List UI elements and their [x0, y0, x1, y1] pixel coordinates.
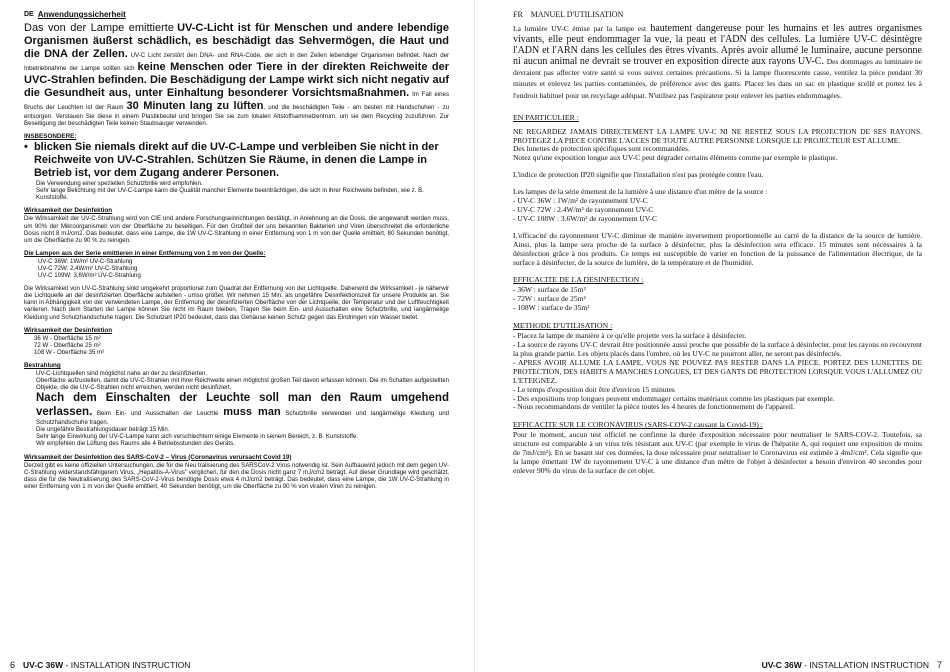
- particulier-line-4: Les lampes de la série émettent de la lumière à une distance d'un mètre de la source :: [513, 187, 768, 197]
- bestrahlung-warning-text: Nach dem Einschalten der Leuchte soll man den Raum umgehend verlassen.: [36, 392, 449, 419]
- protective-glasses-note: Die Verwendung einer speziellen Schutzbrille wird empfohlen.: [36, 180, 203, 188]
- page-number: 6: [10, 660, 16, 670]
- bestrahlung-line-6: Wir empfehlen die Lüftung des Raums alle 4 Betriebsstunden des Geräts.: [36, 440, 235, 448]
- footer-model: [762, 660, 929, 670]
- bestrahlung-line-3c: Schutzbrille verwenden und langärmelige Kleidung und Schutzhandschuhe tragen.: [36, 410, 449, 427]
- bestrahlung-line-5: Sehr lange Einwirkung der UV-C-Lampe kann sich verschlechtern einige Elemente in seinem Bereich, z. B. Kunststoffe.: [36, 433, 359, 441]
- intro-text-g: , und die beschädigten Teile - am besten mit Handschuhen - zu entsorgen. Verstauen Sie diese in einem Plastikbeutel und bringen Sie sie zum lokalen Altstoffsammelzentrum, um sie dem Recycling zuzuführen. Zur Beseitigung der beschädigten Teile keinen Staubsauger verwenden.: [24, 104, 450, 128]
- intro-text-c: UV-C Licht zerstört den DNA- und RNA-Code, der sich in den Zellen lebendiger Organismen befindet. Nach der Inbetriebnahme der Lampe sollten sich: [24, 52, 450, 72]
- intro-text-a: Das von der Lampe emittierte: [24, 22, 174, 34]
- methode-warning: - APRES AVOIR ALLUME LA LAMPE, VOUS NE POUVEZ PAS RESTER DANS LA PIECE. PORTEZ DES LUNETTES DE PROTECTION, DES HABITS A MANCHES LONGUES, ET DES GANTS DE PROTECTION LORSQUE VOUS L'ALLUMEZ OU L'ETEIGNEZ.: [513, 357, 922, 385]
- list-item: - UV-C 72W : 2.4W/m² de rayonnement UV-C: [513, 205, 654, 214]
- page-header-right: [513, 10, 922, 19]
- bestrahlung-line-1: UV-C-Lichtquellen sind möglichst nahe an der zu desinfizierten.: [36, 369, 208, 377]
- bestrahlung-warning: [24, 391, 449, 426]
- section-title: MANUEL D'UTILISATION: [530, 10, 624, 19]
- intro-text-b: hautement dangereuse pour les humains et les autres organismes vivants, elle peut endommager la vue, la peau et l'ADN des cellules. La lumière UV-C désintègre l'ADN et l'ARN dans les cellules des êtres vivants. Après avoir allumé le luminaire, aucune personne ni aucun animal ne devrait se trouver en exposition directe aux rayons UV-C.: [513, 23, 922, 68]
- particulier-heading: EN PARTICULIER :: [513, 112, 579, 122]
- methode-line-4: - Des expositions trop longues peuvent endommager certains matériaux comme les plastiques par exemple.: [513, 393, 835, 403]
- footer-left: [10, 658, 190, 672]
- list-item: - 108W : surface de 35m²: [513, 303, 590, 313]
- list-item: - 72W : surface de 25m²: [513, 294, 586, 304]
- bestrahlung-line-4: Die ungefähre Bestrahlungsdauer beträgt 15 Min.: [36, 426, 170, 434]
- particulier-warning: NE REGARDEZ JAMAIS DIRECTEMENT LA LAMPE UV-C NI NE RESTEZ SOUS LA PROJECTION DE SES RAYONS. PROTEGEZ LA PIECE CONTRE L'ACCES DE TOUTE AUTRE PERSONNE LORSQUE LE PROJECTEUR EST ALLUME.: [513, 126, 922, 145]
- efficacite-heading: EFFICACITE DE LA DESINFECTION :: [513, 275, 644, 285]
- page-number: 7: [936, 660, 942, 670]
- bestrahlung-line-3a: Beim Ein- und Ausschalten der Leuchte: [96, 410, 219, 418]
- methode-line-2: - La source de rayons UV-C devrait être positionnée aussi proche que possible de la surface à désinfecter, pour les rayons en recouvrent la plus grande partie. Les objets placés dans l'ombre, où les UV-C ne pourront aller, ne seront pas désinfectés.: [513, 340, 922, 358]
- list-item: 72 W - Oberfläche 25 m²: [34, 341, 101, 349]
- lampen-text: Die Wirksamkeit von UV-C-Strahlung sinkt umgekehrt proportional zum Quadrat der Entfernung von der Lichtquelle. Daherwird die Wirksamkeit - je näherwir die Lichtquelle an der desinfizierten Oberfläche aufstellen - umso größer. Wir nehmen 15 Min. als ungefähre Desinfektionszeit für unsere Produkte an. Sie kann in Abhängigkeit von der verwendeten Lampe, der Entfernung der desinfizierten Oberfläche von der Lichtquelle, der Temperatur und der Luftfeuchtigkeit variieren. Nach dem Starten der Lampe können Sie nicht im Raum bleiben. Tragen Sie beim Ein- und Ausschalten eine Schutzbrille, und langärmelige Kleidung und Schutzhandschuhe tragen. Die Schutzart IP20 bedeutet, dass das Gehäuse keinen Schutz gegen das Eindringen von Wasser bietet.: [24, 285, 449, 321]
- section-title: Anwendungssicherheit: [37, 10, 126, 19]
- footer-doc-title: - INSTALLATION INSTRUCTION: [65, 660, 191, 670]
- particulier-line-1: Des lunettes de protection spécifiques sont recommandées.: [513, 144, 690, 154]
- list-item: 108 W - Oberfläche 35 m²: [34, 348, 105, 356]
- wirksamkeit2-heading: Wirksamkeit der Desinfektion: [24, 326, 113, 334]
- intro-text-a: La lumière UV-C émise par la lampe est: [513, 24, 647, 33]
- intro-text-d: keine Menschen oder Tiere in der direkten Reichweite der UVC-Strahlen befinden. Die Beschädigung der Lampe wirkt sich nicht negativ auf die Gesundheit aus, unter Einhaltung besonderer Vorsichtsmaßnahmen.: [24, 61, 449, 99]
- methode-heading: METHODE D'UTILISATION :: [513, 321, 613, 331]
- footer-model-name: UV-C 36W: [23, 660, 64, 670]
- warning-bullet-text: blicken Sie niemals direkt auf die UV-C-Lampe und verbleiben Sie nicht in der Reichweite von UV-C-Strahlen. Schützen Sie Räume, in denen die Lampe in Betrieb ist, vor dem Zugang anderer Personen.: [33, 141, 439, 180]
- methode-line-1: - Placez la lampe de manière à ce qu'elle projette vers la surface à désinfecter.: [513, 331, 747, 341]
- footer-right: [762, 658, 942, 672]
- footer-doc-title: - INSTALLATION INSTRUCTION: [804, 660, 929, 670]
- exposure-note: Sehr lange Belichtung mit der UV-C-Lampe kann die Qualität mancher Elemente beeinträchtigen, die sich in ihrer Reichweite befinden, wie z. B. Kunststoffe.: [36, 187, 424, 202]
- particulier-line-3: L'indice de protection IP20 signifie que l'installation n'est pas protégée contre l'eau.: [513, 170, 764, 180]
- intro-text-f: 30 Minuten lang zu lüften: [126, 100, 264, 112]
- wirksamkeit2-list: [24, 335, 449, 356]
- bestrahlung-line-2: Oberfläche aufzustellen, damit die UV-C-Strahlen mit ihrer Reichweite einen möglichst großen Teil davon erfassen können. Die im Schatten aufgestellten Objekte, die die UV-C-Strahlen nicht erreichen, werden nicht desinfiziert.: [36, 376, 449, 392]
- efficacite-list: [513, 286, 922, 313]
- page-header-left: [24, 10, 449, 19]
- corona-heading: EFFICACITE SUR LE CORONAVIRUS (SARS-COV-2 causant la Covid-19) :: [513, 420, 763, 430]
- footer-model: [23, 660, 190, 670]
- wirksamkeit-heading: Wirksamkeit der Desinfektion: [24, 207, 113, 215]
- bestrahlung-heading: Bestrahlung: [24, 361, 61, 369]
- wirksamkeit-text: Die Wirksamkeit der UV-C-Strahlung wird von CIE und andere Forschungseinrichtungen bestätigt, in Anlehnung an die Dosis, die angewandt werden muss, um 90% der Mikroorganismen von der Oberfläche zu beseitigen. Für den Großteil der uns bekannten Bakterien und Viren überschreitet die erforderliche Dosis nicht 8 mJ/cm2. Das bedeutet, dass eine Lampe, die 1W UV-C-Strahlung in einer Entfernung von 1 m von der Quelle emittiert, 80 Sekunden benötigt, um die Oberfläche zu 90 % zu reinigen.: [24, 215, 449, 244]
- insbesondere-heading: INSBESONDERE:: [24, 133, 77, 141]
- particulier-line-2: Notez qu'une exposition longue aux UV-C peut dégrader certains éléments comme par exemple le plastique.: [513, 153, 838, 163]
- list-item: 36 W - Oberfläche 15 m²: [34, 334, 101, 342]
- bestrahlung-line-3b: muss man: [223, 406, 281, 419]
- corona-text: Pour le moment, aucun test officiel ne confirme la durée d'exposition nécessaire pour neutraliser le SARS-COV-2. Toutefois, sa structure est comparable à un virus très résistant aux UV-C (par exemple le virus de l'hépatite A, qui requiert une exposition de moins de 7mJ/cm²). En se basant sur ces données, la dose nécessaire pour neutraliser le Coronavirus est estimée à 4mJ/cm². Cela signifie que la lampe émettant 1W de rayonnement UV-C à une distance d'un mètre de l'objet à désinfecter a besoin d'environ 40 secondes pour enlever 90% du virus de la surface de cet objet.: [513, 430, 922, 475]
- intro-paragraph: [513, 23, 922, 101]
- page-right-french: [475, 0, 950, 672]
- list-item: - UV-C 108W : 3.6W/m² de rayonnement UV-C: [513, 213, 658, 223]
- language-code: FR: [513, 10, 523, 19]
- bullet-icon: •: [24, 141, 28, 154]
- list-item: - UV-C 36W : 1W/m² de rayonnement UV-C: [513, 196, 648, 206]
- language-code: DE: [24, 11, 34, 18]
- list-item: UV-C 109W: 3,6W/m² UV-C-Strahlung: [38, 272, 141, 280]
- list-item: UV-C 72W: 2,4W/m² UV-C-Strahlung: [38, 264, 138, 272]
- lampen-heading: Die Lampen aus der Serie emittieren in einer Entfernung von 1 m von der Quelle:: [24, 249, 266, 257]
- intro-text-b: UV-C-Licht ist für Menschen und andere lebendige Organismen äußerst schädlich, es beschädigt das Sehvermögen, die Haut und die DNA der Zellen.: [24, 22, 449, 60]
- warning-bullet: [24, 141, 449, 180]
- methode-line-5: - Nous recommandons de ventiler la pièce toutes les 4 heures de fonctionnement de l'appareil.: [513, 402, 795, 412]
- sars-text: Derzeit gibt es keine offiziellen Untersuchungen, die für die Neu tralisierung des SARSCoV-2 Virus notwendig ist. Sein Aufbauwird jedoch mit dem gegen UV-C-Strahlung widerstandsfähigerem Virus, „Hepatitis-A-Virus" verglichen, für den die Dosis nicht ganz 7 mJ/cm2 beträgt. Auf dieser Grundlage wird geschätzt, dass die für die Neutralisierung des SARS-CoV-2-Virus benötigte Dosis etwa 4 mJ/cm2 beträgt. Das bedeutet, dass eine Lampe, die 1W UV-C-Strahlung in einer Entfernung von 1 m von der Quelle emittiert, 40 Sekunden benötigt, um die Oberfläche zu 90 % von viralen Viren zu reinigen.: [24, 461, 449, 490]
- footer-model-name: UV-C 36W: [761, 660, 802, 670]
- sars-heading: Wirksamkeit der Desinfektion des SARS-CoV-2 – Virus (Coronavirus verursacht Covid 19): [24, 453, 292, 461]
- methode-line-3: - Le temps d'exposition doit être d'environ 15 minutes: [513, 384, 675, 394]
- intro-paragraph: [24, 22, 449, 127]
- list-item: UV-C 36W: 1W/m² UV-C-Strahlung: [38, 257, 133, 265]
- intro-text-e: Im Fall eines Bruchs der Leuchten ist der Raum: [24, 91, 449, 111]
- particulier-line-5: L'efficacité du rayonnement UV-C diminue de manière inversement proportionnelle au carré de la distance de la source de lumière. Ainsi, plus la lampe sera proche de la surface à désinfecter, plus la désinfection sera efficace. 15 minutes sont nécessaires à la désinfection grâce à nos produits. Ce temps est susceptible de varier en fonction de la puissance de l'alimentation électrique, de la surface à désinfecter, de la source de lumière, de la température et de l'humidité.: [513, 230, 922, 267]
- particulier-list: [513, 197, 922, 224]
- lampen-list: [24, 258, 449, 279]
- list-item: - 36W : surface de 15m²: [513, 285, 586, 295]
- intro-text-c: Des dommages au luminaire ne devraient pas affecter votre santé si vous suivez certaines précautions. Si la lampe fluorescente casse, ventilez la pièce pendant 30 minutes et enlevez les parties contaminées, de préférence avec des gants. Placez les dans un sac en plastique scellé et portez les à l'endroit habituel pour un recyclage adéquat. N'utilisez pas l'aspirateur pour enlever les parties endommagées.: [513, 57, 923, 100]
